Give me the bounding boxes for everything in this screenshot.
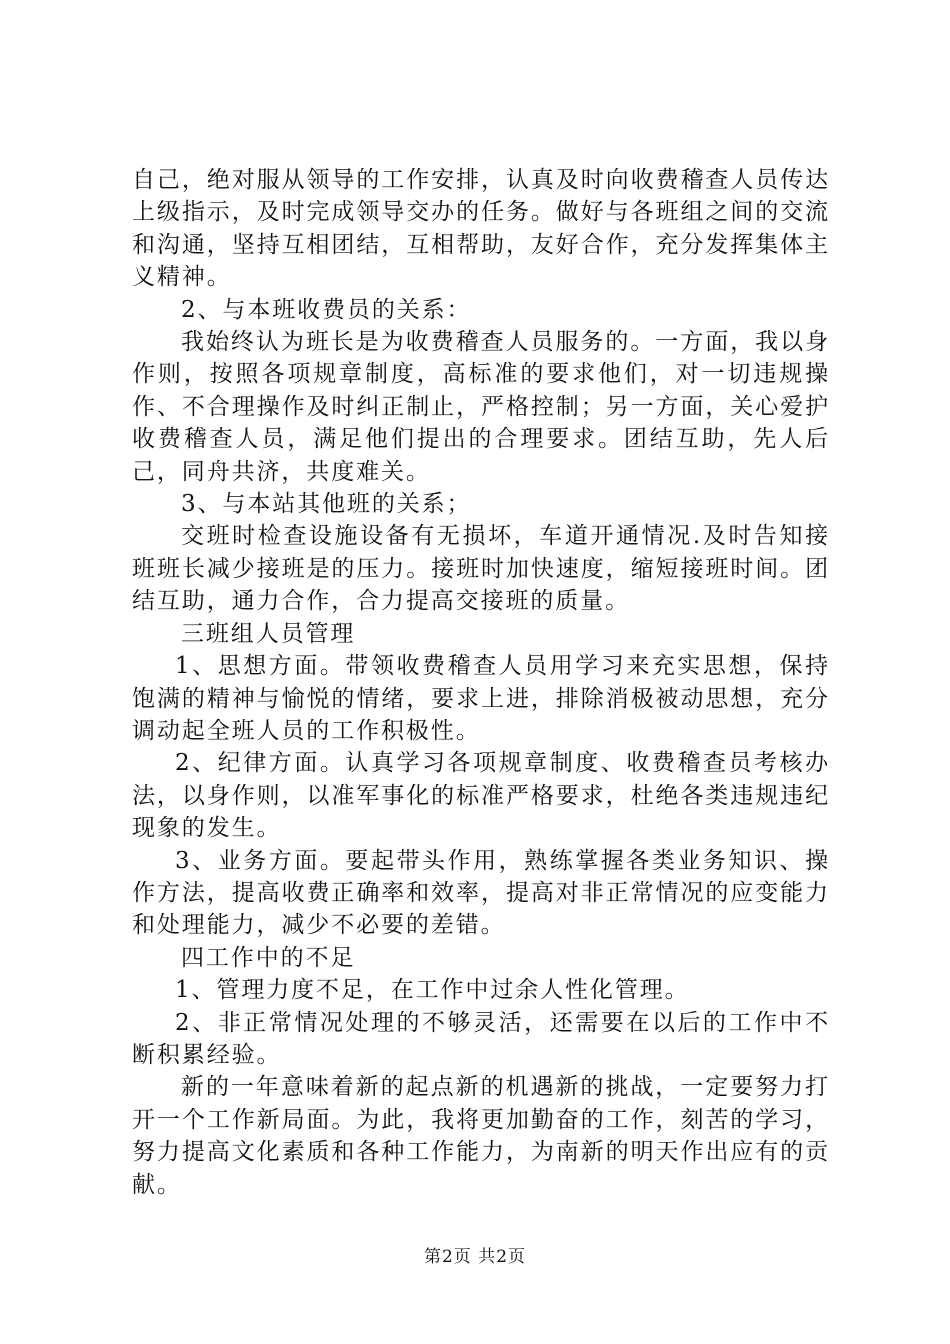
paragraph-11: 1、管理力度不足，在工作中过余人性化管理。 bbox=[175, 977, 690, 1004]
paragraph-2: 2、与本班收费员的关系： bbox=[181, 296, 472, 323]
paragraph-13: 新的一年意味着新的起点新的机遇新的挑战，一定要努力打开一个工作新局面。为此，我将更加勤奋的工作，刻苦的学习，努力提高文化素质和各种工作能力，为南新的明天作出应有的贡献。 bbox=[132, 1074, 830, 1198]
paragraph-12: 2、非正常情况处理的不够灵活，还需要在以后的工作中不断积累经验。 bbox=[132, 1009, 830, 1068]
page-number-footer: 第2页 共2页 bbox=[423, 1247, 527, 1267]
paragraph-1: 自己，绝对服从领导的工作安排，认真及时向收费稽查人员传达上级指示，及时完成领导交办的任务。做好与各班组之间的交流和沟通，坚持互相团结，互相帮助，友好合作，充分发挥集体主义精神。 bbox=[132, 167, 830, 291]
document-body bbox=[132, 164, 830, 1201]
paragraph-9: 3、业务方面。要起带头作用，熟练掌握各类业务知识、操作方法，提高收费正确率和效率，提高对非正常情况的应变能力和处理能力，减少不必要的差错。 bbox=[132, 847, 830, 939]
paragraph-7: 1、思想方面。带领收费稽查人员用学习来充实思想，保持饱满的精神与愉悦的情绪，要求上进，排除消极被动思想，充分调动起全班人员的工作积极性。 bbox=[132, 653, 830, 744]
paragraph-8: 2、纪律方面。认真学习各项规章制度、收费稽查员考核办法，以身作则，以准军事化的标准严格要求，杜绝各类违规违纪现象的发生。 bbox=[132, 750, 830, 842]
paragraph-4: 3、与本站其他班的关系； bbox=[181, 491, 472, 518]
section-heading-4: 四工作中的不足 bbox=[181, 944, 356, 971]
paragraph-3: 我始终认为班长是为收费稽查人员服务的。一方面，我以身作则，按照各项规章制度，高标准的要求他们，对一切违规操作、不合理操作及时纠正制止，严格控制；另一方面，关心爱护收费稽查人员，满足他们提出的合理要求。团结互助，先人后己，同舟共济，共度难关。 bbox=[132, 329, 830, 485]
section-heading-3: 三班组人员管理 bbox=[181, 620, 356, 647]
paragraph-5: 交班时检查设施设备有无损坏，车道开通情况.及时告知接班班长减少接班是的压力。接班时加快速度，缩短接班时间。团结互助，通力合作，合力提高交接班的质量。 bbox=[132, 523, 830, 615]
